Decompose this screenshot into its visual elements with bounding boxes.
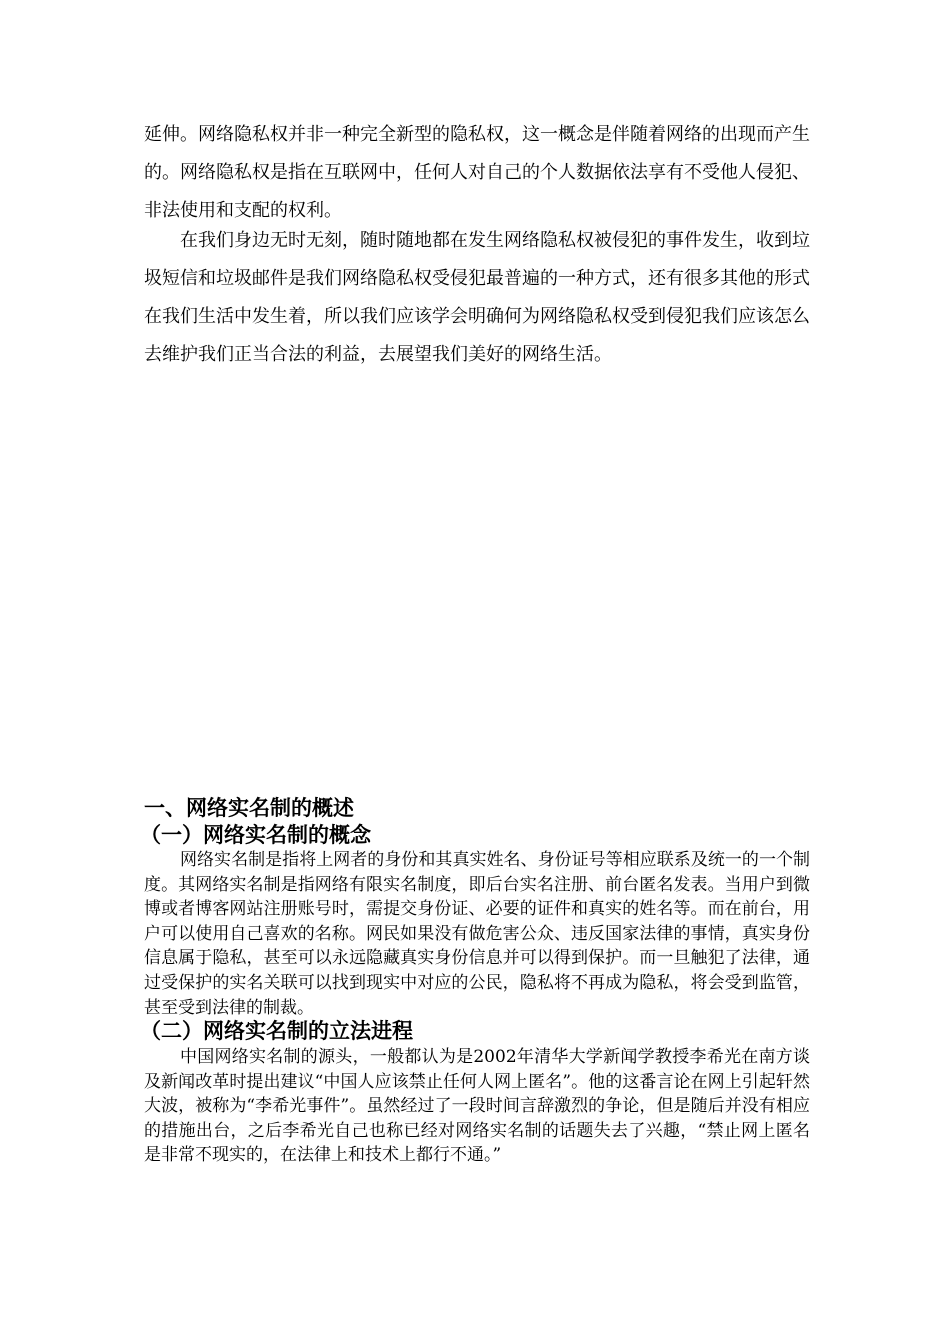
intro-continuation <box>144 116 810 230</box>
section-heading: （一）网络实名制的概念 <box>140 822 371 847</box>
section-heading: （二）网络实名制的立法进程 <box>140 1018 413 1043</box>
section-body <box>144 1045 810 1168</box>
intro-paragraph <box>144 222 810 374</box>
paragraph: 中国网络实名制的源头，一般都认为是2002年清华大学新闻学教授李希光在南方谈及新闻改革时提出建议“中国人应该禁止任何人网上匿名”。他的这番言论在网上引起轩然大波，被称为“李希光事件”。虽然经过了一段时间言辞激烈的争论，但是随后并没有相应的措施出台，之后李希光自己也称已经对网络实名制的话题失去了兴趣，“禁止网上匿名是非常不现实的，在法律上和技术上都行不通。” <box>144 1047 810 1166</box>
paragraph: 网络实名制是指将上网者的身份和其真实姓名、身份证号等相应联系及统一的一个制度。其网络实名制是指网络有限实名制度，即后台实名注册、前台匿名发表。当用户到微博或者博客网站注册账号时，需提交身份证、必要的证件和真实的姓名等。而在前台，用户可以使用自己喜欢的名称。网民如果没有做危害公众、违反国家法律的事情，真实身份信息属于隐私，甚至可以永远隐藏真实身份信息并可以得到保护。而一旦触犯了法律，通过受保护的实名关联可以找到现实中对应的公民，隐私将不再成为隐私，将会受到监管，甚至受到法律的制裁。 <box>144 850 810 1018</box>
paragraph: 延伸。网络隐私权并非一种完全新型的隐私权，这一概念是伴随着网络的出现而产生的。网络隐私权是指在互联网中，任何人对自己的个人数据依法享有不受他人侵犯、非法使用和支配的权利。 <box>144 124 810 221</box>
paragraph: 在我们身边无时无刻，随时随地都在发生网络隐私权被侵犯的事件发生，收到垃圾短信和垃圾邮件是我们网络隐私权受侵犯最普遍的一种方式，还有很多其他的形式在我们生活中发生着，所以我们应该学会明确何为网络隐私权受到侵犯我们应该怎么去维护我们正当合法的利益，去展望我们美好的网络生活。 <box>144 230 810 365</box>
section-body <box>144 848 810 1020</box>
chapter-heading: 一、网络实名制的概述 <box>144 795 354 820</box>
